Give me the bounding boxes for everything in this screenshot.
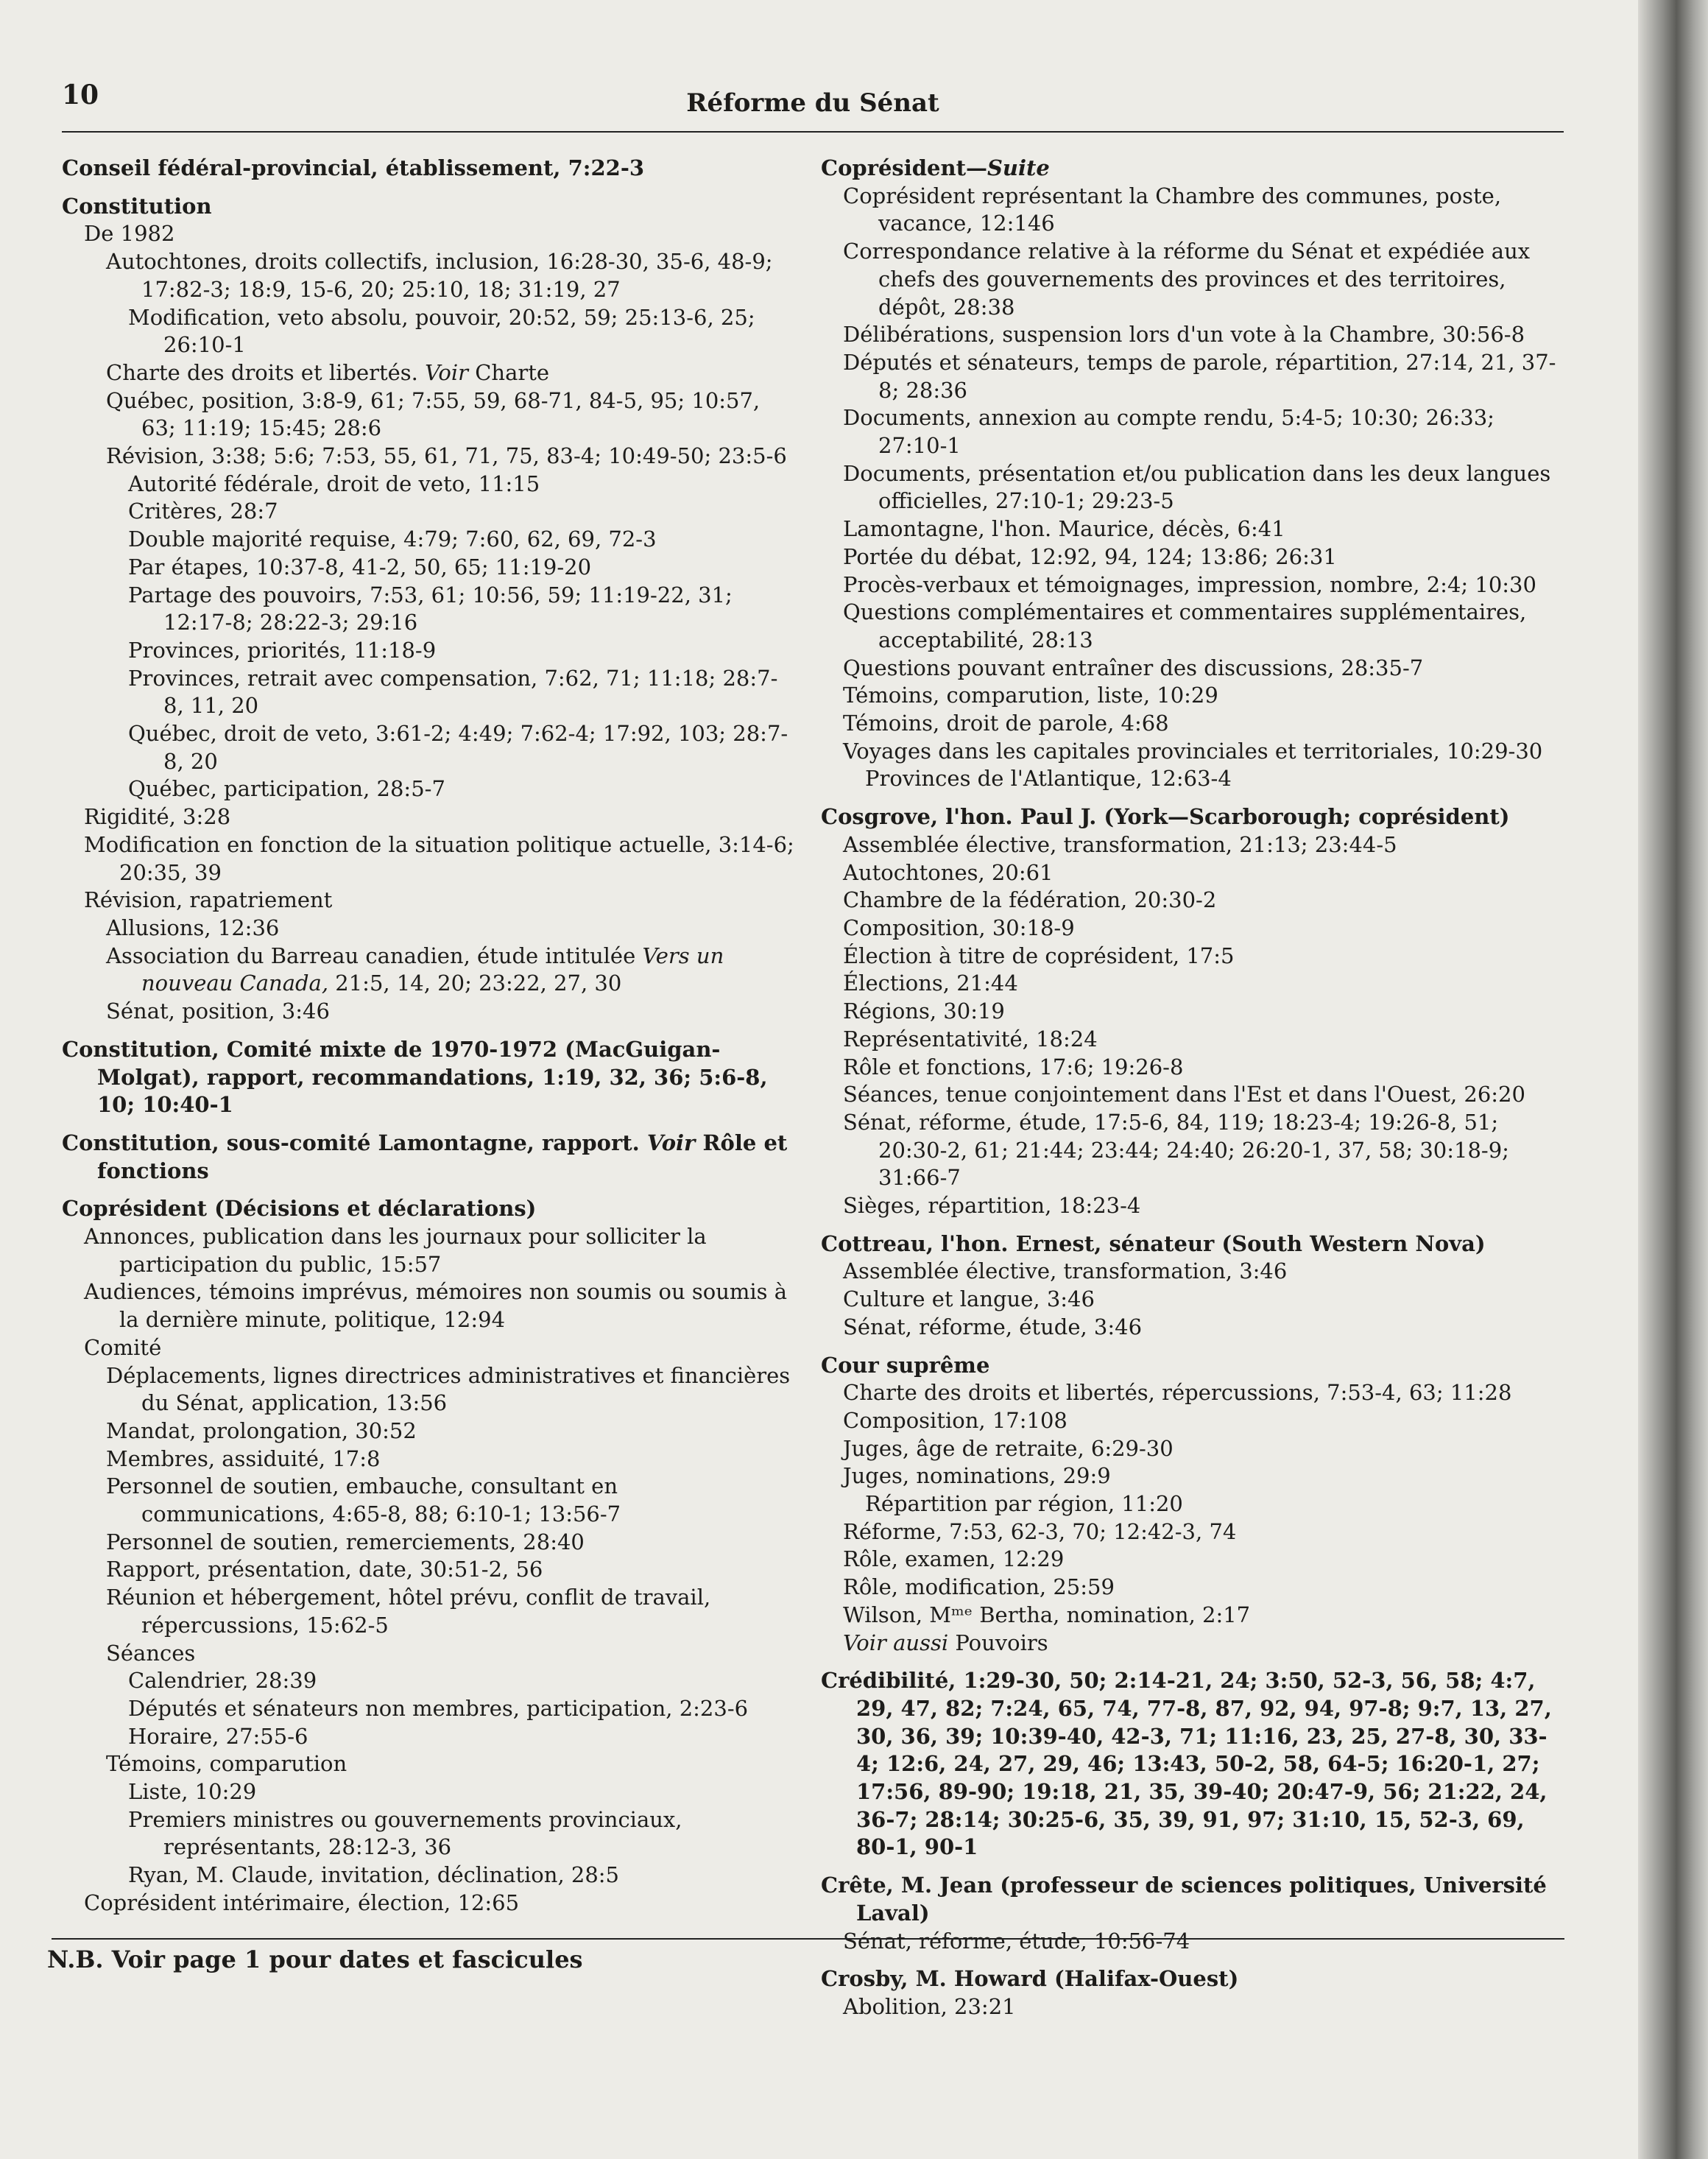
index-subentry [62, 915, 798, 943]
index-subentry [62, 831, 798, 887]
entry-text: Séances, tenue conjointement dans l'Est et dans l'Ouest, 26:20 [843, 1082, 1525, 1107]
entry-text: Séances [106, 1640, 196, 1666]
index-subentry [821, 460, 1564, 515]
index-subentry [821, 1574, 1564, 1602]
entry-text: Députés et sénateurs non membres, participation, 2:23-6 [128, 1695, 749, 1721]
index-subentry [62, 1750, 798, 1778]
cross-reference: Voir [646, 1130, 696, 1155]
entry-text: Procès-verbaux et témoignages, impression, nombre, 2:4; 10:30 [843, 571, 1536, 597]
entry-text: Rapport, présentation, date, 30:51-2, 56 [106, 1557, 543, 1582]
entry-text: Témoins, droit de parole, 4:68 [843, 711, 1169, 736]
index-heading [62, 193, 798, 221]
entry-text: Modification en fonction de la situation politique actuelle, 3:14-6; 20:35, 39 [84, 831, 794, 885]
cross-reference: Vers un nouveau Canada, [141, 943, 724, 996]
entry-text: Partage des pouvoirs, 7:53, 61; 10:56, 59; 11:19-22, 31; 12:17-8; 28:22-3; 29:16 [128, 582, 733, 635]
entry-text: Québec, participation, 28:5-7 [128, 776, 445, 802]
index-subentry [821, 1109, 1564, 1192]
index-subentry [62, 1529, 798, 1557]
entry-text: Provinces, priorités, 11:18-9 [128, 637, 437, 663]
heading-term: Crête, [821, 1873, 894, 1898]
entry-text: Questions pouvant entraîner des discussions, 28:35-7 [843, 655, 1424, 680]
entry-text: Association du Barreau canadien, étude intitulée [106, 943, 643, 968]
entry-text: Correspondance relative à la réforme du Sénat et expédiée aux chefs des gouvernements des provinces et des territoires, dépôt, 28:38 [843, 239, 1531, 320]
index-heading [62, 1195, 798, 1223]
entry-text: Composition, 30:18-9 [843, 915, 1075, 940]
index-subentry [821, 970, 1564, 998]
index-subentry [62, 471, 798, 499]
entry-text: Déplacements, lignes directrices administratives et financières du Sénat, application, 13:56 [106, 1362, 791, 1416]
entry-text: Rôle, modification, 25:59 [843, 1574, 1115, 1600]
entry-text: Réforme, 7:53, 62-3, 70; 12:42-3, 74 [843, 1518, 1237, 1544]
entry-text: Sièges, répartition, 18:23-4 [843, 1193, 1141, 1219]
entry-text: Sénat, réforme, étude, 10:56-74 [843, 1928, 1190, 1954]
footer-note: N.B. Voir page 1 pour dates et fascicules [47, 1945, 583, 1973]
entry-text: Voyages dans les capitales provinciales et territoriales, 10:29-30 [843, 738, 1543, 764]
index-subentry [62, 443, 798, 471]
index-subentry [62, 498, 798, 526]
entry-text: (York—Scarborough; coprésident) [1096, 804, 1510, 830]
entry-text: établissement, 7:22-3 [378, 155, 645, 180]
entry-text: Ryan, M. Claude, invitation, déclination, 28:5 [128, 1862, 619, 1888]
index-subentry [62, 1862, 798, 1889]
index-subentry [62, 1889, 798, 1917]
entry-text: De 1982 [84, 221, 175, 247]
index-subentry [821, 349, 1564, 404]
index-subentry [62, 1362, 798, 1417]
index-subentry [821, 1081, 1564, 1109]
index-subentry [821, 915, 1564, 943]
entry-text: Documents, présentation et/ou publication dans les deux langues officielles, 27:10-1; 29:23-5 [843, 460, 1551, 514]
entry-text: Témoins, comparution [106, 1751, 347, 1777]
index-subentry [821, 1379, 1564, 1407]
entry-text: Québec, droit de veto, 3:61-2; 4:49; 7:62-4; 17:92, 103; 28:7-8, 20 [128, 721, 788, 774]
index-subentry [62, 1723, 798, 1751]
cross-reference: Suite [987, 155, 1050, 180]
heading-term: Crosby, M. Howard [821, 1966, 1047, 1992]
heading-term: Coprésident [62, 1196, 207, 1222]
heading-term: Cour suprême [821, 1352, 990, 1378]
entry-text: Double majorité requise, 4:79; 7:60, 62, 69, 72-3 [128, 526, 657, 552]
index-subentry [62, 554, 798, 582]
index-subentry [62, 1640, 798, 1668]
entry-text: Autorité fédérale, droit de veto, 11:15 [128, 471, 540, 496]
index-subentry [821, 1490, 1564, 1518]
index-heading [821, 1230, 1564, 1258]
index-subentry [62, 1556, 798, 1584]
index-subentry [821, 515, 1564, 543]
index-subentry [821, 1602, 1564, 1630]
page-gutter-shadow [1638, 0, 1708, 2159]
entry-text-after: Charte [468, 359, 550, 385]
index-subentry [821, 1546, 1564, 1574]
index-subentry [62, 887, 798, 915]
entry-text: Coprésident intérimaire, élection, 12:65 [84, 1889, 520, 1915]
index-subentry [821, 859, 1564, 887]
entry-text: Abolition, 23:21 [843, 1994, 1016, 2019]
index-subentry [821, 943, 1564, 971]
entry-text: Portée du débat, 12:92, 94, 124; 13:86; 26:31 [843, 543, 1337, 569]
index-subentry [821, 710, 1564, 738]
index-subentry [62, 1445, 798, 1473]
index-subentry [821, 1314, 1564, 1342]
entry-text: Témoins, comparution, liste, 10:29 [843, 683, 1218, 708]
entry-text: Provinces, retrait avec compensation, 7:62, 71; 11:18; 28:7-8, 11, 20 [128, 665, 778, 719]
index-subentry [62, 998, 798, 1026]
entry-text: Rôle, examen, 12:29 [843, 1546, 1065, 1572]
index-subentry [62, 1223, 798, 1278]
index-subentry [821, 1462, 1564, 1490]
index-subentry [62, 943, 798, 998]
entry-text: Mandat, prolongation, 30:52 [106, 1417, 417, 1443]
entry-text: Personnel de soutien, embauche, consultant en communications, 4:65-8, 88; 6:10-1; 13:56-7 [106, 1473, 621, 1527]
entry-text-after: Rôle et fonctions [97, 1130, 788, 1183]
index-subentry [821, 183, 1564, 238]
heading-term: Cosgrove, l'hon. Paul J. [821, 804, 1097, 830]
index-heading [62, 1130, 798, 1185]
index-subentry [62, 1584, 798, 1639]
entry-text: Sénat, réforme, étude, 3:46 [843, 1314, 1143, 1339]
entry-text: Députés et sénateurs, temps de parole, répartition, 27:14, 21, 37-8; 28:36 [843, 349, 1556, 403]
entry-text: Questions complémentaires et commentaires supplémentaires, acceptabilité, 28:13 [843, 599, 1527, 652]
entry-text: 1:29-30, 50; 2:14-21, 24; 3:50, 52-3, 56, 58; 4:7, 29, 47, 82; 7:24, 65, 74, 77-8, 87, 92, 94, 97-8; 9:7, 13, 27, 30, 36, 39; 10:39-40, 42-3, 71; 11:16, 23, 25, 27-8, 30, 33-4; 12:6, 24, 27, 29, 46; 13:43, 50-2, 58, 64-5; 16:20-1, 27; 17:56, 89-90; 19:18, 21, 35, 39-40; 20:47-9, 56; 21:22, 24, 36-7; 28:14; 30:25-6, 35, 39, 91, 97; 31:10, 15, 52-3, 69, 80-1, 90-1 [856, 1668, 1552, 1860]
index-subentry [821, 682, 1564, 710]
heading-term: Constitution, sous-comité Lamontagne, rapport. [62, 1130, 640, 1155]
entry-text: Rigidité, 3:28 [84, 804, 231, 830]
page-header [62, 80, 1564, 133]
entry-text: Chambre de la fédération, 20:30-2 [843, 887, 1217, 913]
index-subentry [62, 1778, 798, 1806]
entry-text: — [965, 155, 987, 180]
entry-text: Juges, nominations, 29:9 [843, 1463, 1111, 1489]
index-subentry [821, 1928, 1564, 1956]
index-subentry [62, 637, 798, 665]
footer-rule [52, 1938, 1564, 1940]
index-column-right [821, 155, 1564, 2021]
entry-text: Délibérations, suspension lors d'un vote à la Chambre, 30:56-8 [843, 322, 1525, 348]
entry-text: Documents, annexion au compte rendu, 5:4-5; 10:30; 26:33; 27:10-1 [843, 405, 1494, 459]
heading-term: Conseil fédéral-provincial, [62, 155, 378, 180]
index-subentry [821, 599, 1564, 654]
entry-text: Par étapes, 10:37-8, 41-2, 50, 65; 11:19-20 [128, 554, 592, 580]
entry-text: Autochtones, droits collectifs, inclusion, 16:28-30, 35-6, 48-9; 17:82-3; 18:9, 15-6, 20; 25:10, 18; 31:19, 27 [106, 249, 773, 302]
index-subentry [821, 571, 1564, 599]
entry-text [640, 1130, 647, 1155]
heading-term: Constitution, Comité mixte de 1970-1972 [62, 1036, 558, 1062]
index-subentry [62, 803, 798, 831]
index-subentry [62, 526, 798, 554]
index-subentry [821, 1407, 1564, 1435]
entry-text: Juges, âge de retraite, 6:29-30 [843, 1435, 1174, 1461]
index-subentry [821, 765, 1564, 793]
entry-text: M. Jean (professeur de sciences politiques, Université Laval) [856, 1873, 1547, 1926]
entry-text: Audiences, témoins imprévus, mémoires non soumis ou soumis à la dernière minute, politique, 12:94 [84, 1279, 788, 1333]
entry-text: Assemblée élective, transformation, 3:46 [843, 1258, 1288, 1284]
index-heading [62, 155, 798, 183]
index-subentry [62, 1695, 798, 1723]
entry-text: Culture et langue, 3:46 [843, 1286, 1095, 1312]
index-heading [821, 1872, 1564, 1927]
entry-text: Premiers ministres ou gouvernements provinciaux, représentants, 28:12-3, 36 [128, 1806, 682, 1860]
index-heading [62, 1036, 798, 1119]
entry-text: Liste, 10:29 [128, 1779, 257, 1805]
index-subentry [62, 1417, 798, 1445]
entry-text: Rôle et fonctions, 17:6; 19:26-8 [843, 1054, 1184, 1080]
entry-text: Régions, 30:19 [843, 999, 1005, 1024]
index-subentry [821, 1054, 1564, 1082]
entry-text-after: Pouvoirs [948, 1630, 1048, 1655]
entry-text: (Halifax-Ouest) [1046, 1966, 1239, 1992]
entry-text: Charte des droits et libertés. [106, 359, 426, 385]
entry-text: Wilson, Mᵐᵉ Bertha, nomination, 2:17 [843, 1602, 1251, 1627]
index-subentry [62, 1278, 798, 1334]
entry-text: Calendrier, 28:39 [128, 1668, 317, 1694]
index-subentry [821, 1630, 1564, 1658]
entry-text: Comité [84, 1334, 162, 1360]
index-subentry [821, 238, 1564, 321]
index-subentry [821, 321, 1564, 349]
heading-term: Cottreau, l'hon. Ernest, sénateur [821, 1230, 1215, 1256]
entry-text: Révision, 3:38; 5:6; 7:53, 55, 61, 71, 75, 83-4; 10:49-50; 23:5-6 [106, 443, 787, 469]
entry-text: Représentativité, 18:24 [843, 1026, 1098, 1052]
entry-text: Coprésident représentant la Chambre des communes, poste, vacance, 12:146 [843, 183, 1502, 236]
index-subentry [821, 655, 1564, 683]
index-subentry [62, 359, 798, 387]
index-subentry [62, 775, 798, 803]
entry-text: Horaire, 27:55-6 [128, 1723, 308, 1749]
entry-text: Provinces de l'Atlantique, 12:63-4 [865, 766, 1232, 792]
entry-text: Allusions, 12:36 [106, 915, 280, 940]
entry-text: Composition, 17:108 [843, 1407, 1068, 1433]
page-title: Réforme du Sénat [686, 88, 939, 118]
entry-text: Annonces, publication dans les journaux pour solliciter la participation du public, 15:57 [84, 1224, 707, 1277]
index-subentry [62, 1473, 798, 1528]
heading-term: Crédibilité, [821, 1668, 956, 1694]
entry-text: Sénat, réforme, étude, 17:5-6, 84, 119; 18:23-4; 19:26-8, 51; 20:30-2, 61; 21:44; 23:44; 24:40; 26:20-1, 37, 58; 30:18-9; 31:66-7 [843, 1109, 1509, 1191]
index-column-left [62, 155, 798, 1917]
index-subentry [821, 1993, 1564, 2021]
entry-text: Réunion et hébergement, hôtel prévu, conflit de travail, répercussions, 15:62-5 [106, 1585, 711, 1638]
entry-text: Élection à titre de coprésident, 17:5 [843, 943, 1235, 968]
entry-text: Sénat, position, 3:46 [106, 999, 330, 1024]
index-subentry [62, 1334, 798, 1362]
index-subentry [821, 404, 1564, 459]
entry-text: Modification, veto absolu, pouvoir, 20:52, 59; 25:13-6, 25; 26:10-1 [128, 304, 755, 358]
index-subentry [62, 720, 798, 775]
entry-text: Élections, 21:44 [843, 971, 1018, 996]
index-subentry [62, 665, 798, 720]
index-subentry [62, 387, 798, 443]
cross-reference: Voir aussi [843, 1630, 949, 1655]
heading-term: Constitution [62, 193, 212, 219]
index-subentry [821, 887, 1564, 915]
index-subentry [62, 248, 798, 303]
index-heading [821, 803, 1564, 831]
index-subentry [821, 1286, 1564, 1314]
index-subentry [62, 304, 798, 359]
heading-term: Coprésident [821, 155, 966, 180]
index-subentry [821, 1258, 1564, 1286]
entry-text: Autochtones, 20:61 [843, 859, 1054, 885]
entry-text: Critères, 28:7 [128, 499, 278, 524]
index-heading [821, 155, 1564, 183]
index-heading [821, 1352, 1564, 1380]
entry-text: Répartition par région, 11:20 [865, 1491, 1183, 1517]
entry-text: Membres, assiduité, 17:8 [106, 1445, 381, 1471]
entry-text: (Décisions et déclarations) [206, 1196, 537, 1222]
index-subentry [821, 543, 1564, 571]
entry-text: Assemblée élective, transformation, 21:13; 23:44-5 [843, 831, 1397, 857]
entry-text: Charte des droits et libertés, répercussions, 7:53-4, 63; 11:28 [843, 1380, 1512, 1406]
index-subentry [821, 1026, 1564, 1054]
entry-text: (South Western Nova) [1214, 1230, 1486, 1256]
entry-text: Personnel de soutien, remerciements, 28:40 [106, 1529, 585, 1554]
index-heading [821, 1965, 1564, 1993]
index-subentry [62, 1806, 798, 1862]
page-number: 10 [62, 80, 99, 110]
index-subentry [821, 831, 1564, 859]
index-heading [821, 1667, 1564, 1862]
cross-reference: Voir [425, 359, 468, 385]
entry-text: (MacGuigan-Molgat), rapport, recommandations, 1:19, 32, 36; 5:6-8, 10; 10:40-1 [97, 1036, 768, 1118]
entry-text: Québec, position, 3:8-9, 61; 7:55, 59, 68-71, 84-5, 95; 10:57, 63; 11:19; 15:45; 28:6 [106, 387, 761, 441]
index-subentry [821, 1192, 1564, 1220]
index-subentry [821, 1435, 1564, 1463]
index-subentry [62, 582, 798, 637]
index-subentry [821, 1518, 1564, 1546]
index-subentry [62, 220, 798, 248]
entry-text: Révision, rapatriement [84, 887, 333, 913]
entry-text-after: 21:5, 14, 20; 23:22, 27, 30 [328, 971, 622, 996]
entry-text: Lamontagne, l'hon. Maurice, décès, 6:41 [843, 516, 1285, 542]
index-subentry [62, 1667, 798, 1695]
index-subentry [821, 738, 1564, 766]
index-subentry [821, 998, 1564, 1026]
